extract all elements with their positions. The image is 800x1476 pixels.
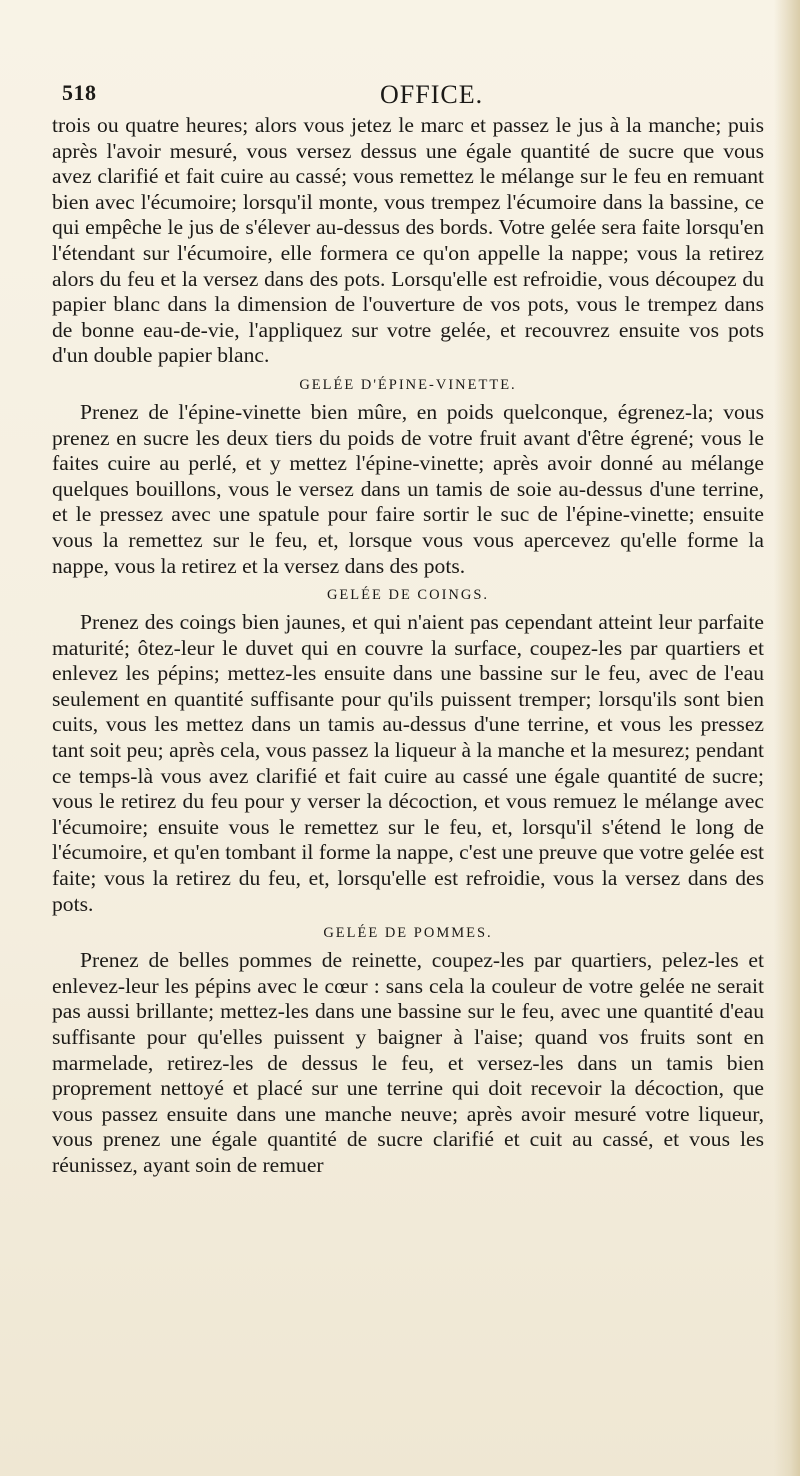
- page-header: [62, 80, 762, 112]
- page-edge-shadow: [774, 0, 800, 1476]
- paragraph-pommes: Prenez de belles pommes de reinette, coupez-les par quartiers, pelez-les et enlevez-leur les pépins avec le cœur : sans cela la couleur de votre gelée ne serait pas aussi brillante; mettez-les dans une bassine sur le feu, avec une quantité d'eau suffisante pour qu'elles puissent y baigner à l'aise; quand vos fruits sont en marmelade, retirez-les de dessus le feu, et versez-les dans un tamis bien proprement nettoyé et placé sur une terrine qui doit recevoir la décoction, que vous passez ensuite dans une manche neuve; après avoir mesuré votre liqueur, vous prenez une égale quantité de sucre clarifié et cuit au cassé, et vous les réunissez, ayant soin de remuer: [52, 948, 764, 1177]
- paragraph-continued: trois ou quatre heures; alors vous jetez le marc et passez le jus à la manche; puis après l'avoir mesuré, vous versez dessus une égale quantité de sucre que vous avez clarifié et fait cuire au cassé; vous remettez le mélange sur le feu en remuant bien avec l'écumoire; lorsqu'il monte, vous trempez l'écumoire dans la bassine, ce qui empêche le jus de s'élever au-dessus des bords. Votre gelée sera faite lorsqu'en l'étendant sur l'écumoire, elle formera ce qu'on appelle la nappe; vous la retirez alors du feu et la versez dans des pots. Lorsqu'elle est refroidie, vous découpez du papier blanc dans la dimension de l'ouverture de vos pots, vous le trempez dans de bonne eau-de-vie, l'appliquez sur votre gelée, et recouvrez ensuite vos pots d'un double papier blanc.: [52, 113, 764, 368]
- section-heading-pommes: GELÉE DE POMMES.: [323, 925, 493, 942]
- page-number: 518: [62, 80, 97, 105]
- running-title: OFFICE.: [380, 80, 484, 109]
- section-heading-coings: GELÉE DE COINGS.: [326, 587, 490, 604]
- paragraph-coings: Prenez des coings bien jaunes, et qui n'aient pas cependant atteint leur parfaite maturité; ôtez-leur le duvet qui en couvre la surface, coupez-les par quartiers et enlevez les pépins; mettez-les ensuite dans une bassine sur le feu, avec de l'eau seulement en quantité suffisante pour qu'ils puissent tremper; lorsqu'ils sont bien cuits, vous les mettez dans un tamis au-dessus d'une terrine, et vous les pressez tant soit peu; après cela, vous passez la liqueur à la manche et la mesurez; pendant ce temps-là vous avez clarifié et fait cuire au cassé une égale quantité de sucre; vous le retirez du feu pour y verser la décoction, et vous remuez le mélange avec l'écumoire; ensuite vous le remettez sur le feu, et, lorsqu'il s'étend le long de l'écumoire, et qu'en tombant il forme la nappe, c'est une preuve que votre gelée est faite; vous la retirez du feu, et, lorsqu'elle est refroidie, vous la versez dans des pots.: [52, 610, 764, 916]
- section-heading-epine-vinette: GELÉE D'ÉPINE-VINETTE.: [299, 376, 517, 393]
- page-body: [52, 113, 764, 1179]
- paragraph-epine-vinette: Prenez de l'épine-vinette bien mûre, en poids quelconque, égrenez-la; vous prenez en sucre les deux tiers du poids de votre fruit avant d'être égrené; vous le faites cuire au perlé, et y mettez l'épine-vinette; après avoir donné au mélange quelques bouillons, vous le versez dans un tamis de soie au-dessus d'une terrine, et le pressez avec une spatule pour faire sortir le suc de l'épine-vinette; ensuite vous la remettez sur le feu, et, lorsque vous vous apercevez qu'elle forme la nappe, vous la retirez et la versez dans des pots.: [52, 399, 764, 578]
